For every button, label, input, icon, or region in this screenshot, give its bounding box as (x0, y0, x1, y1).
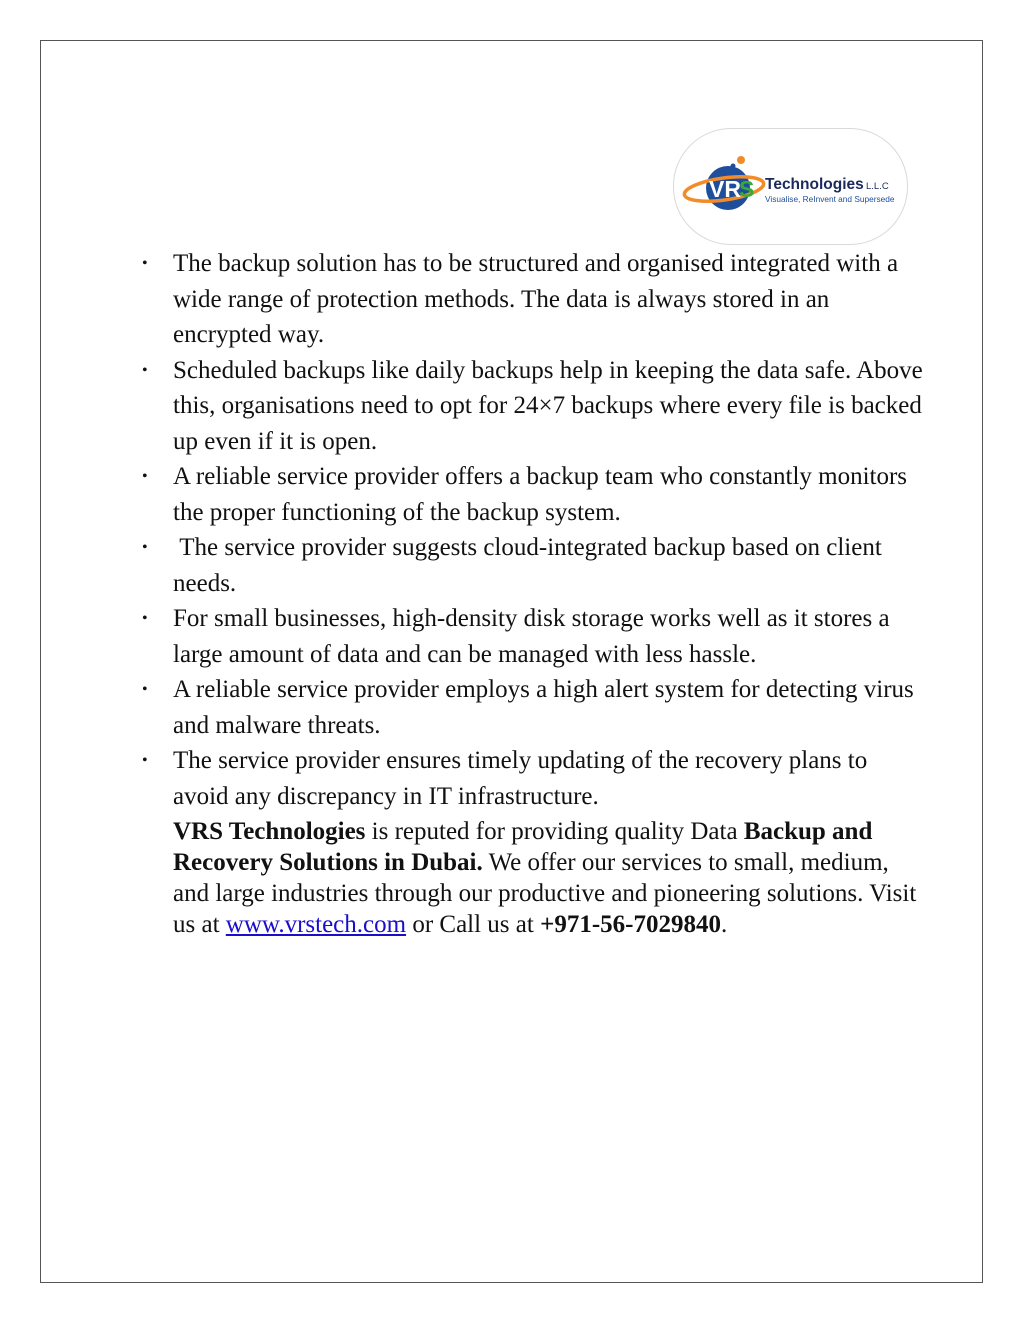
list-item (127, 601, 927, 672)
logo-mark-s: S (739, 176, 755, 202)
closing-text-3: or Call us at (406, 911, 541, 938)
bullet-icon: • (142, 361, 148, 379)
closing-paragraph (173, 816, 918, 940)
phone-number: +971-56-7029840 (540, 911, 721, 938)
vrs-logo-icon (674, 129, 909, 246)
bullet-icon: • (142, 681, 148, 698)
bullet-text: Scheduled backups like daily backups help in keeping the data safe. Above this, organisations need to opt for 24×7 backups where every file is backed up even if it is open. (173, 356, 923, 455)
list-item (127, 530, 927, 601)
closing-text-1: is reputed for providing quality Data (365, 818, 744, 845)
bullet-icon: • (142, 610, 148, 627)
list-item (127, 672, 927, 743)
bullet-text: A reliable service provider offers a backup team who constantly monitors the proper functioning of the backup system. (173, 463, 908, 526)
logo-tagline: Visualise, ReInvent and Supersede (765, 194, 895, 204)
bullet-icon: • (142, 752, 148, 769)
closing-end: . (720, 911, 728, 938)
website-link[interactable]: www.vrstech.com (225, 911, 407, 938)
list-item (127, 246, 927, 353)
bullet-list (127, 246, 927, 814)
list-item (127, 459, 927, 530)
bullet-text: The backup solution has to be structured and organised integrated with a wide range of protection methods. The data is always stored in an encrypted way. (173, 250, 899, 348)
service-name: Backup and Recovery Solutions in Dubai. (173, 818, 873, 876)
list-item (127, 353, 927, 460)
company-name: VRS Technologies (173, 818, 366, 845)
company-logo (673, 128, 908, 245)
bullet-text: For small businesses, high-density disk storage works well as it stores a large amount of data and can be managed with less hassle. (173, 605, 890, 668)
logo-name: Technologies (765, 176, 864, 193)
bullet-icon: • (142, 468, 148, 485)
closing-text-2: We offer our services to small, medium, and large industries through our productive and pioneering solutions. Visit us at (173, 849, 917, 938)
bullet-text: The service provider ensures timely updating of the recovery plans to avoid any discrepancy in IT infrastructure. (173, 747, 868, 810)
bullet-text: The service provider suggests cloud-integrated backup based on client needs. (173, 534, 889, 597)
bullet-text: A reliable service provider employs a high alert system for detecting virus and malware threats. (173, 676, 914, 739)
bullet-icon: • (142, 255, 148, 272)
list-item (127, 743, 927, 814)
logo-mark-vr: VR (709, 176, 741, 202)
bullet-icon: • (142, 539, 148, 556)
logo-suffix: L.L.C (866, 181, 889, 192)
